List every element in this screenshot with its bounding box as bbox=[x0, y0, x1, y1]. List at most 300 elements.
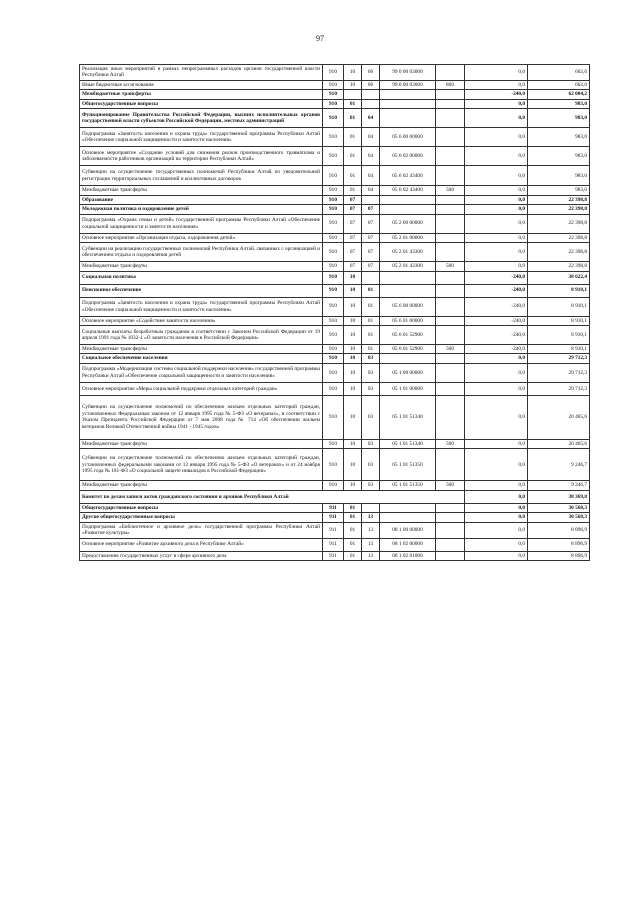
expense-type-cell bbox=[436, 214, 465, 233]
subsection-code-cell: 06 bbox=[362, 65, 380, 81]
change-amount-cell: -240,0 bbox=[465, 344, 528, 353]
change-amount-cell: 0,0 bbox=[465, 205, 528, 214]
row-name-cell: Функционирование Правительства Российской Федерации, высших исполнительных органов государственной власти субъектов Российской Федерации, местных администраций bbox=[80, 109, 323, 128]
table-row bbox=[80, 186, 590, 195]
table-row bbox=[80, 363, 590, 382]
table-row bbox=[80, 316, 590, 325]
expense-type-cell bbox=[436, 449, 465, 481]
ministry-code-cell: 910 bbox=[323, 90, 344, 99]
target-article-cell: 05 1 00 00000 bbox=[380, 363, 436, 382]
change-amount-cell: 0,0 bbox=[465, 551, 528, 560]
expense-type-cell bbox=[436, 109, 465, 128]
section-code-cell: 07 bbox=[344, 243, 362, 262]
subsection-code-cell bbox=[362, 195, 380, 204]
subsection-code-cell: 07 bbox=[362, 214, 380, 233]
change-amount-cell: 0,0 bbox=[465, 503, 528, 512]
change-amount-cell: 0,0 bbox=[465, 195, 528, 204]
table-row bbox=[80, 166, 590, 186]
total-amount-cell: 8 910,1 bbox=[528, 297, 590, 316]
change-amount-cell: 0,0 bbox=[465, 354, 528, 363]
total-amount-cell: 8 910,1 bbox=[528, 344, 590, 353]
table-row bbox=[80, 80, 590, 89]
row-name-cell: Молодежная политика и оздоровление детей bbox=[80, 205, 323, 214]
section-code-cell: 01 bbox=[344, 166, 362, 186]
section-code-cell: 07 bbox=[344, 233, 362, 242]
change-amount-cell: -240,0 bbox=[465, 90, 528, 99]
section-code-cell: 10 bbox=[344, 80, 362, 89]
table-row bbox=[80, 325, 590, 344]
section-code-cell: 07 bbox=[344, 214, 362, 233]
ministry-code-cell: 910 bbox=[323, 325, 344, 344]
expense-type-cell bbox=[436, 99, 465, 108]
section-code-cell: 10 bbox=[344, 65, 362, 81]
target-article-cell: 05 6 01 52900 bbox=[380, 325, 436, 344]
section-code-cell: 10 bbox=[344, 439, 362, 448]
target-article-cell: 99 0 00 03000 bbox=[380, 65, 436, 81]
total-amount-cell: 9 246,7 bbox=[528, 481, 590, 490]
target-article-cell: 05 6 00 00000 bbox=[380, 297, 436, 316]
target-article-cell: 05 6 02 00000 bbox=[380, 147, 436, 166]
target-article-cell: 05 1 01 51340 bbox=[380, 395, 436, 439]
change-amount-cell: 0,0 bbox=[465, 233, 528, 242]
table-row bbox=[80, 503, 590, 512]
ministry-code-cell: 910 bbox=[323, 147, 344, 166]
ministry-code-cell: 910 bbox=[323, 481, 344, 490]
subsection-code-cell: 01 bbox=[362, 344, 380, 353]
subsection-code-cell: 06 bbox=[362, 80, 380, 89]
table-row bbox=[80, 439, 590, 448]
total-amount-cell: 983,0 bbox=[528, 128, 590, 147]
target-article-cell bbox=[380, 99, 436, 108]
section-code-cell: 10 bbox=[344, 325, 362, 344]
row-name-cell: Социальное обеспечение населения bbox=[80, 354, 323, 363]
row-name-cell: Подпрограмма «Занятость населения и охрана труда» государственной программы Республики Алтай «Обеспечение социальной защищенности и занятости населения» bbox=[80, 297, 323, 316]
section-code-cell: 10 bbox=[344, 481, 362, 490]
table-row bbox=[80, 109, 590, 128]
ministry-code-cell: 910 bbox=[323, 363, 344, 382]
expense-type-cell: 500 bbox=[436, 262, 465, 271]
change-amount-cell: -240,0 bbox=[465, 297, 528, 316]
total-amount-cell: 983,0 bbox=[528, 99, 590, 108]
total-amount-cell: 30 568,3 bbox=[528, 503, 590, 512]
expense-type-cell bbox=[436, 65, 465, 81]
subsection-code-cell: 01 bbox=[362, 284, 380, 297]
table-row bbox=[80, 128, 590, 147]
section-code-cell: 07 bbox=[344, 262, 362, 271]
section-code-cell: 01 bbox=[344, 99, 362, 108]
target-article-cell: 05 6 00 00000 bbox=[380, 128, 436, 147]
change-amount-cell: -240,0 bbox=[465, 325, 528, 344]
table-row bbox=[80, 344, 590, 353]
table-row bbox=[80, 522, 590, 538]
row-name-cell: Иные бюджетные ассигнования bbox=[80, 80, 323, 89]
table-row bbox=[80, 147, 590, 166]
row-name-cell: Подпрограмма «Занятость населения и охрана труда» государственной программы Республики Алтай «Обеспечение социальной защищенности и занятости населения» bbox=[80, 128, 323, 147]
expense-type-cell bbox=[436, 538, 465, 551]
target-article-cell bbox=[380, 284, 436, 297]
ministry-code-cell: 910 bbox=[323, 297, 344, 316]
expense-type-cell bbox=[436, 316, 465, 325]
table-row bbox=[80, 195, 590, 204]
change-amount-cell: 0,0 bbox=[465, 363, 528, 382]
expense-type-cell bbox=[436, 325, 465, 344]
section-code-cell: 10 bbox=[344, 271, 362, 284]
subsection-code-cell: 01 bbox=[362, 297, 380, 316]
ministry-code-cell: 911 bbox=[323, 538, 344, 551]
target-article-cell: 05 2 01 43300 bbox=[380, 243, 436, 262]
ministry-code-cell: 910 bbox=[323, 382, 344, 395]
target-article-cell bbox=[380, 205, 436, 214]
change-amount-cell: 0,0 bbox=[465, 522, 528, 538]
table-row bbox=[80, 214, 590, 233]
row-name-cell: Комитет по делам записи актов гражданского состояния и архивов Республики Алтай bbox=[80, 490, 465, 503]
expense-type-cell bbox=[436, 147, 465, 166]
expense-type-cell bbox=[436, 551, 465, 560]
table-row bbox=[80, 395, 590, 439]
table-row bbox=[80, 233, 590, 242]
ministry-code-cell: 910 bbox=[323, 195, 344, 204]
total-amount-cell: 38 622,4 bbox=[528, 271, 590, 284]
subsection-code-cell: 04 bbox=[362, 109, 380, 128]
ministry-code-cell: 910 bbox=[323, 395, 344, 439]
ministry-code-cell: 910 bbox=[323, 344, 344, 353]
change-amount-cell: 0,0 bbox=[465, 243, 528, 262]
subsection-code-cell: 03 bbox=[362, 449, 380, 481]
total-amount-cell: 8 910,1 bbox=[528, 284, 590, 297]
table-row bbox=[80, 449, 590, 481]
row-name-cell: Субвенции на осуществление полномочий по обеспечению жильем отдельных категорий граждан, установленных Федеральным законом от 12 января 1995 года № 5-ФЗ «О ветеранах», в соответствии с Указом Президента Российской Федерации от 7 мая 2008 года № 714 «Об обеспечении жильем ветеранов Великой Отечественной войны 1941 - 1945 годов» bbox=[80, 395, 323, 439]
total-amount-cell: 8 896,9 bbox=[528, 538, 590, 551]
section-code-cell: 01 bbox=[344, 147, 362, 166]
change-amount-cell: 0,0 bbox=[465, 109, 528, 128]
ministry-code-cell: 911 bbox=[323, 522, 344, 538]
target-article-cell: 05 6 01 00000 bbox=[380, 316, 436, 325]
expense-type-cell: 500 bbox=[436, 481, 465, 490]
row-name-cell: Основное мероприятие «Организация отдыха, оздоровления детей» bbox=[80, 233, 323, 242]
table-row bbox=[80, 262, 590, 271]
section-code-cell: 10 bbox=[344, 395, 362, 439]
section-code-cell: 01 bbox=[344, 551, 362, 560]
total-amount-cell: 983,0 bbox=[528, 186, 590, 195]
table-row bbox=[80, 271, 590, 284]
row-name-cell: Основное мероприятие «Меры социальной поддержки отдельных категорий граждан» bbox=[80, 382, 323, 395]
row-name-cell: Межбюджетные трансферты bbox=[80, 344, 323, 353]
expense-type-cell bbox=[436, 195, 465, 204]
expense-type-cell: 500 bbox=[436, 344, 465, 353]
section-code-cell: 01 bbox=[344, 109, 362, 128]
ministry-code-cell: 910 bbox=[323, 80, 344, 89]
total-amount-cell: 983,0 bbox=[528, 147, 590, 166]
total-amount-cell: 20 465,6 bbox=[528, 439, 590, 448]
target-article-cell bbox=[380, 503, 436, 512]
target-article-cell bbox=[380, 271, 436, 284]
target-article-cell: 05 6 02 43400 bbox=[380, 186, 436, 195]
expense-type-cell bbox=[436, 297, 465, 316]
section-code-cell: 10 bbox=[344, 344, 362, 353]
target-article-cell: 05 2 00 00000 bbox=[380, 214, 436, 233]
target-article-cell bbox=[380, 109, 436, 128]
expense-type-cell: 500 bbox=[436, 439, 465, 448]
change-amount-cell: 0,0 bbox=[465, 449, 528, 481]
expense-type-cell bbox=[436, 271, 465, 284]
expense-type-cell: 500 bbox=[436, 186, 465, 195]
target-article-cell bbox=[380, 513, 436, 522]
ministry-code-cell: 910 bbox=[323, 243, 344, 262]
subsection-code-cell: 03 bbox=[362, 354, 380, 363]
ministry-code-cell: 911 bbox=[323, 551, 344, 560]
row-name-cell: Субвенции на реализацию государственных полномочий Республики Алтай, связанных с организацией и обеспечением отдыха и оздоровления детей bbox=[80, 243, 323, 262]
subsection-code-cell: 13 bbox=[362, 538, 380, 551]
total-amount-cell: 22 398,8 bbox=[528, 195, 590, 204]
ministry-code-cell: 910 bbox=[323, 186, 344, 195]
ministry-code-cell: 910 bbox=[323, 214, 344, 233]
subsection-code-cell: 01 bbox=[362, 316, 380, 325]
ministry-code-cell: 910 bbox=[323, 205, 344, 214]
table-row bbox=[80, 490, 590, 503]
subsection-code-cell: 04 bbox=[362, 166, 380, 186]
section-code-cell: 10 bbox=[344, 354, 362, 363]
ministry-code-cell: 910 bbox=[323, 271, 344, 284]
subsection-code-cell: 07 bbox=[362, 205, 380, 214]
row-name-cell: Основное мероприятие «Развитие архивного дела в Республике Алтай» bbox=[80, 538, 323, 551]
target-article-cell: 08 1 02 01000 bbox=[380, 551, 436, 560]
total-amount-cell: 22 398,8 bbox=[528, 243, 590, 262]
expense-type-cell bbox=[436, 382, 465, 395]
row-name-cell: Подпрограмма «Библиотечное и архивное дело» государственной программы Республики Алтай «Развитие культуры» bbox=[80, 522, 323, 538]
target-article-cell: 05 2 01 43300 bbox=[380, 262, 436, 271]
change-amount-cell: 0,0 bbox=[465, 513, 528, 522]
subsection-code-cell: 13 bbox=[362, 513, 380, 522]
change-amount-cell: -240,0 bbox=[465, 284, 528, 297]
row-name-cell: Межбюджетные трансферты bbox=[80, 439, 323, 448]
change-amount-cell: 0,0 bbox=[465, 99, 528, 108]
ministry-code-cell: 911 bbox=[323, 513, 344, 522]
change-amount-cell: 0,0 bbox=[465, 186, 528, 195]
total-amount-cell: 8 896,9 bbox=[528, 522, 590, 538]
section-code-cell: 01 bbox=[344, 538, 362, 551]
total-amount-cell: 8 910,1 bbox=[528, 325, 590, 344]
total-amount-cell: 22 398,8 bbox=[528, 205, 590, 214]
row-name-cell: Межбюджетные трансферты bbox=[80, 90, 323, 99]
change-amount-cell: 0,0 bbox=[465, 147, 528, 166]
table-row bbox=[80, 551, 590, 560]
row-name-cell: Подпрограмма «Охрана семьи и детей» государственной программы Республики Алтай «Обеспечение социальной защищенности и занятости населения» bbox=[80, 214, 323, 233]
total-amount-cell: 30 568,3 bbox=[528, 513, 590, 522]
row-name-cell: Реализация иных мероприятий в рамках непрограммных расходов органов государственной власти Республики Алтай bbox=[80, 65, 323, 81]
total-amount-cell: 983,0 bbox=[528, 109, 590, 128]
page-number: 97 bbox=[316, 34, 324, 43]
expense-type-cell bbox=[436, 395, 465, 439]
section-code-cell: 01 bbox=[344, 503, 362, 512]
ministry-code-cell: 910 bbox=[323, 166, 344, 186]
section-code-cell: 07 bbox=[344, 195, 362, 204]
expense-type-cell bbox=[436, 503, 465, 512]
total-amount-cell: 20 465,6 bbox=[528, 395, 590, 439]
expense-type-cell bbox=[436, 90, 465, 99]
row-name-cell: Другие общегосударственные вопросы bbox=[80, 513, 323, 522]
section-code-cell: 10 bbox=[344, 316, 362, 325]
expense-type-cell bbox=[436, 284, 465, 297]
subsection-code-cell: 03 bbox=[362, 481, 380, 490]
subsection-code-cell: 07 bbox=[362, 243, 380, 262]
table-row bbox=[80, 284, 590, 297]
ministry-code-cell: 910 bbox=[323, 65, 344, 81]
total-amount-cell: 22 398,8 bbox=[528, 214, 590, 233]
target-article-cell bbox=[380, 195, 436, 204]
change-amount-cell: 0,0 bbox=[465, 65, 528, 81]
subsection-code-cell: 07 bbox=[362, 233, 380, 242]
total-amount-cell: 602,0 bbox=[528, 80, 590, 89]
subsection-code-cell bbox=[362, 503, 380, 512]
section-code-cell: 01 bbox=[344, 522, 362, 538]
ministry-code-cell: 910 bbox=[323, 233, 344, 242]
table-row bbox=[80, 205, 590, 214]
ministry-code-cell: 910 bbox=[323, 99, 344, 108]
row-name-cell: Межбюджетные трансферты bbox=[80, 186, 323, 195]
row-name-cell: Подпрограмма «Модернизация системы социальной поддержки населения» государственной программы Республики Алтай «Обеспечение социальной защищенности и занятости населения» bbox=[80, 363, 323, 382]
change-amount-cell: 0,0 bbox=[465, 214, 528, 233]
subsection-code-cell bbox=[362, 90, 380, 99]
total-amount-cell: 38 369,8 bbox=[528, 490, 590, 503]
change-amount-cell: 0,0 bbox=[465, 395, 528, 439]
total-amount-cell: 602,0 bbox=[528, 65, 590, 81]
ministry-code-cell: 910 bbox=[323, 354, 344, 363]
ministry-code-cell: 911 bbox=[323, 503, 344, 512]
change-amount-cell: -240,0 bbox=[465, 271, 528, 284]
table-row bbox=[80, 538, 590, 551]
change-amount-cell: 0,0 bbox=[465, 262, 528, 271]
row-name-cell: Субвенции на осуществление полномочий по обеспечению жильем отдельных категорий граждан, установленных федеральными законами от 12 января 1995 года № 5-ФЗ «О ветеранах» и от 24 ноября 1995 года № 181-ФЗ «О социальной защите инвалидов в Российской Федерации» bbox=[80, 449, 323, 481]
expense-type-cell bbox=[436, 522, 465, 538]
table-row bbox=[80, 481, 590, 490]
total-amount-cell: 9 246,7 bbox=[528, 449, 590, 481]
section-code-cell: 10 bbox=[344, 363, 362, 382]
ministry-code-cell: 910 bbox=[323, 109, 344, 128]
subsection-code-cell: 04 bbox=[362, 186, 380, 195]
change-amount-cell: 0,0 bbox=[465, 490, 528, 503]
total-amount-cell: 8 896,9 bbox=[528, 551, 590, 560]
change-amount-cell: 0,0 bbox=[465, 481, 528, 490]
budget-table bbox=[79, 64, 590, 561]
ministry-code-cell: 910 bbox=[323, 449, 344, 481]
subsection-code-cell bbox=[362, 99, 380, 108]
row-name-cell: Субвенции на осуществление государственных полномочий Республики Алтай по уведомительной регистрации территориальных соглашений и коллективных договоров bbox=[80, 166, 323, 186]
subsection-code-cell: 03 bbox=[362, 439, 380, 448]
subsection-code-cell: 03 bbox=[362, 363, 380, 382]
table-row bbox=[80, 354, 590, 363]
expense-type-cell bbox=[436, 354, 465, 363]
expense-type-cell bbox=[436, 128, 465, 147]
table-row bbox=[80, 90, 590, 99]
change-amount-cell: 0,0 bbox=[465, 439, 528, 448]
row-name-cell: Пенсионное обеспечение bbox=[80, 284, 323, 297]
total-amount-cell: 22 398,8 bbox=[528, 233, 590, 242]
expense-type-cell bbox=[436, 166, 465, 186]
section-code-cell: 01 bbox=[344, 186, 362, 195]
table-row bbox=[80, 243, 590, 262]
table-row bbox=[80, 99, 590, 108]
total-amount-cell: 62 004,2 bbox=[528, 90, 590, 99]
expense-type-cell bbox=[436, 513, 465, 522]
row-name-cell: Социальные выплаты безработным гражданам в соответствии с Законом Российской Федерации от 19 апреля 1991 года № 1032-1 «О занятости населения в Российской Федерации» bbox=[80, 325, 323, 344]
expense-type-cell bbox=[436, 233, 465, 242]
subsection-code-cell: 03 bbox=[362, 395, 380, 439]
section-code-cell: 10 bbox=[344, 297, 362, 316]
target-article-cell: 05 1 01 00000 bbox=[380, 382, 436, 395]
target-article-cell: 05 6 02 43400 bbox=[380, 166, 436, 186]
section-code-cell: 10 bbox=[344, 382, 362, 395]
row-name-cell: Межбюджетные трансферты bbox=[80, 262, 323, 271]
section-code-cell: 01 bbox=[344, 513, 362, 522]
table-row bbox=[80, 65, 590, 81]
row-name-cell: Межбюджетные трансферты bbox=[80, 481, 323, 490]
expense-type-cell: 800 bbox=[436, 80, 465, 89]
target-article-cell: 08 1 00 00000 bbox=[380, 522, 436, 538]
target-article-cell: 99 0 00 03000 bbox=[380, 80, 436, 89]
change-amount-cell: 0,0 bbox=[465, 128, 528, 147]
ministry-code-cell: 910 bbox=[323, 262, 344, 271]
section-code-cell: 01 bbox=[344, 128, 362, 147]
change-amount-cell: 0,0 bbox=[465, 538, 528, 551]
total-amount-cell: 983,0 bbox=[528, 166, 590, 186]
expense-type-cell bbox=[436, 205, 465, 214]
change-amount-cell: 0,0 bbox=[465, 166, 528, 186]
row-name-cell: Предоставление государственных услуг в сфере архивного дела bbox=[80, 551, 323, 560]
subsection-code-cell: 04 bbox=[362, 147, 380, 166]
row-name-cell: Основное мероприятие «Создание условий для снижения рисков производственного травматизма и заболеваемости работников организаций на территории Республики Алтай» bbox=[80, 147, 323, 166]
subsection-code-cell: 03 bbox=[362, 382, 380, 395]
ministry-code-cell: 910 bbox=[323, 128, 344, 147]
total-amount-cell: 29 712,3 bbox=[528, 382, 590, 395]
ministry-code-cell: 910 bbox=[323, 439, 344, 448]
subsection-code-cell: 13 bbox=[362, 551, 380, 560]
ministry-code-cell: 910 bbox=[323, 284, 344, 297]
target-article-cell bbox=[380, 90, 436, 99]
row-name-cell: Общегосударственные вопросы bbox=[80, 99, 323, 108]
total-amount-cell: 22 398,8 bbox=[528, 262, 590, 271]
target-article-cell: 05 1 01 51350 bbox=[380, 449, 436, 481]
table-row bbox=[80, 382, 590, 395]
row-name-cell: Общегосударственные вопросы bbox=[80, 503, 323, 512]
section-code-cell: 10 bbox=[344, 449, 362, 481]
target-article-cell: 05 6 01 52900 bbox=[380, 344, 436, 353]
target-article-cell: 05 1 01 51350 bbox=[380, 481, 436, 490]
expense-type-cell bbox=[436, 363, 465, 382]
change-amount-cell: -240,0 bbox=[465, 316, 528, 325]
table-row bbox=[80, 297, 590, 316]
target-article-cell: 08 1 02 00000 bbox=[380, 538, 436, 551]
subsection-code-cell: 13 bbox=[362, 522, 380, 538]
table-row bbox=[80, 513, 590, 522]
subsection-code-cell: 04 bbox=[362, 128, 380, 147]
row-name-cell: Образование bbox=[80, 195, 323, 204]
expense-type-cell bbox=[436, 243, 465, 262]
row-name-cell: Основное мероприятие «Содействие занятости населения» bbox=[80, 316, 323, 325]
subsection-code-cell bbox=[362, 271, 380, 284]
target-article-cell: 05 2 01 00000 bbox=[380, 233, 436, 242]
row-name-cell: Социальная политика bbox=[80, 271, 323, 284]
total-amount-cell: 8 910,1 bbox=[528, 316, 590, 325]
subsection-code-cell: 07 bbox=[362, 262, 380, 271]
total-amount-cell: 29 712,3 bbox=[528, 354, 590, 363]
section-code-cell bbox=[344, 90, 362, 99]
target-article-cell: 05 1 01 51340 bbox=[380, 439, 436, 448]
total-amount-cell: 29 712,3 bbox=[528, 363, 590, 382]
change-amount-cell: 0,0 bbox=[465, 80, 528, 89]
change-amount-cell: 0,0 bbox=[465, 382, 528, 395]
subsection-code-cell: 01 bbox=[362, 325, 380, 344]
target-article-cell bbox=[380, 354, 436, 363]
